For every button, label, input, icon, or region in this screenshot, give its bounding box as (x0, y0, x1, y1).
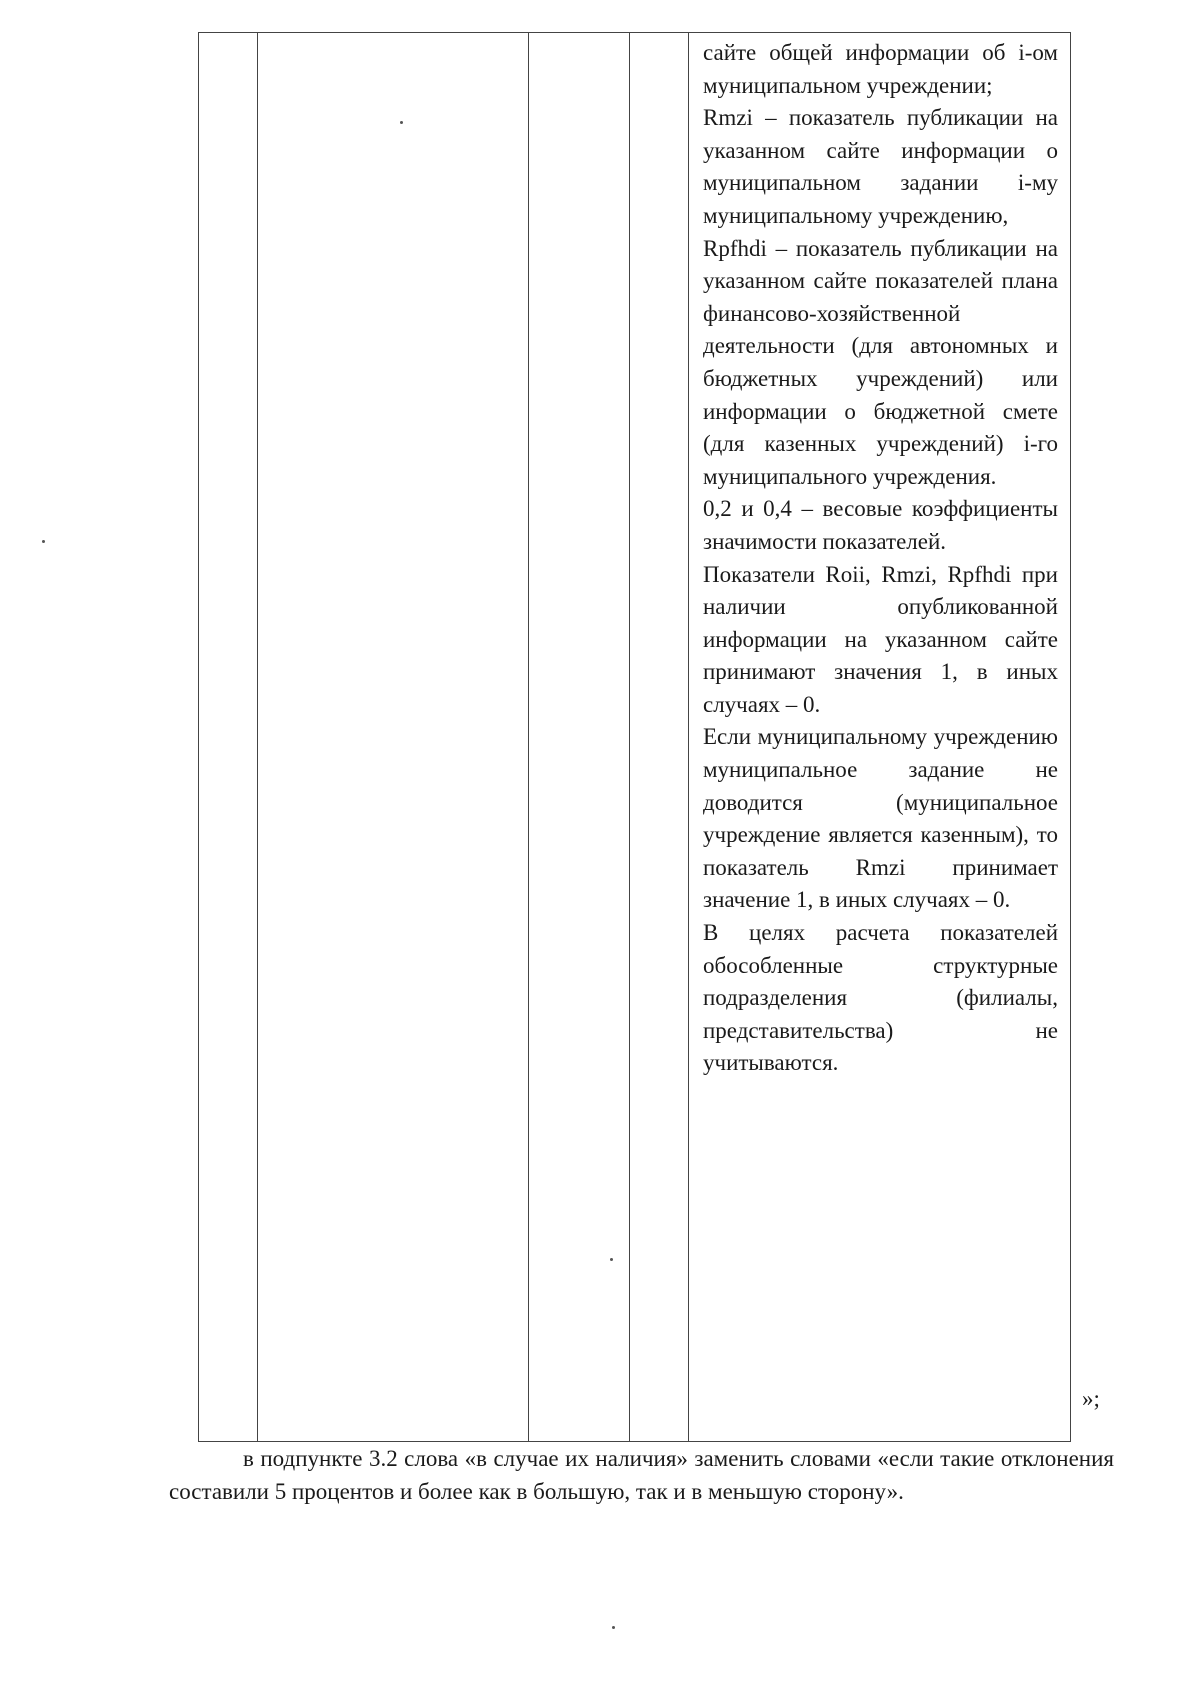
cell-paragraph: Если муниципальному учреждению муниципальное задание не доводится (муниципальное учреждение является казенным), то показатель Rmzi принимает значение 1, в иных случаях – 0. (703, 724, 1058, 913)
closing-quote-mark: »; (1082, 1386, 1100, 1411)
table-cell-weight (630, 33, 689, 1442)
table-cell-name (258, 33, 529, 1442)
cell-paragraph: В целях расчета показателей обособленные структурные подразделения (филиалы, представительства) не учитываются. (703, 920, 1058, 1076)
table-row (199, 33, 1071, 1442)
continuation-table (198, 32, 1071, 1442)
cell-paragraph: Показатели Roii, Rmzi, Rpfhdi при наличии опубликованной информации на указанном сайте принимают значения 1, в иных случаях – 0. (703, 561, 1058, 717)
cell-paragraph: Rmzi – показатель публикации на указанном сайте информации о муниципальном задании i-му муниципальному учреждению, (703, 105, 1058, 228)
cell-paragraph: 0,2 и 0,4 – весовые коэффициенты значимости показателей. (703, 496, 1058, 554)
scan-speck (612, 1626, 615, 1629)
table-cell-formula-description (689, 33, 1071, 1442)
cell-paragraph: Rpfhdi – показатель публикации на указанном сайте показателей плана финансово-хозяйственной деятельности (для автономных и бюджетных учреждений) или информации о бюджетной смете (для казенных учреждений) i-го муниципального учреждения. (703, 235, 1058, 489)
amendment-paragraph: в подпункте 3.2 слова «в случае их наличия» заменить словами «если такие отклонения составили 5 процентов и более как в большую, так и в меньшую сторону». (169, 1446, 1114, 1504)
scan-speck (610, 1258, 613, 1261)
table-cell-unit (529, 33, 630, 1442)
cell-paragraph: сайте общей информации об i-ом муниципальном учреждении; (703, 40, 1058, 98)
scan-speck (400, 121, 403, 124)
scan-speck (42, 540, 45, 543)
table-cell-number (199, 33, 258, 1442)
